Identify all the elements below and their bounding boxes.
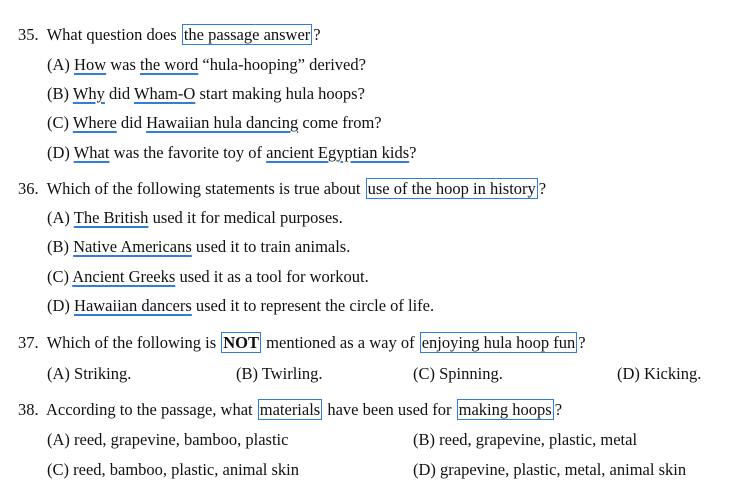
underlined-word: Hawaiian hula dancing [146, 113, 299, 132]
question-38-stem [18, 399, 562, 421]
stem-text: According to the passage, what [45, 400, 257, 419]
option-text: used it as a tool for workout. [175, 267, 369, 286]
option-35a [47, 54, 366, 76]
option-38c: (C) reed, bamboo, plastic, animal skin [47, 460, 300, 479]
option-text: “hula-hooping” derived? [198, 55, 366, 74]
stem-text: mentioned as a way of [262, 333, 419, 352]
stem-text: Which of the following is [46, 333, 221, 352]
question-35-stem [18, 24, 321, 46]
stem-text: Which of the following statements is true about [46, 179, 365, 198]
keyword-box: the passage answer [183, 25, 311, 44]
option-37c: (C) Spinning. [413, 364, 503, 383]
option-text: did [104, 84, 134, 103]
option-37b: (B) Twirling. [236, 364, 323, 383]
option-letter: (A) [47, 55, 70, 74]
underlined-word: What [73, 143, 110, 162]
underlined-word: the word [140, 55, 199, 74]
stem-text: What question does [46, 25, 181, 44]
stem-text: ? [554, 400, 563, 419]
option-35d [47, 142, 416, 164]
option-text: start making hula hoops? [195, 84, 365, 103]
option-letter: (A) [47, 208, 70, 227]
underlined-word: ancient Egyptian kids [266, 143, 410, 162]
question-36-stem [18, 178, 546, 200]
option-letter: (C) [47, 113, 69, 132]
underlined-word: The British [73, 208, 149, 227]
option-letter: (B) [47, 84, 69, 103]
option-36b [47, 236, 350, 258]
keyword-box: making hoops [458, 400, 552, 419]
stem-text: ? [538, 179, 547, 198]
option-37d: (D) Kicking. [617, 364, 702, 383]
question-37-stem [18, 332, 586, 354]
option-text: used it to train animals. [191, 237, 351, 256]
stem-text: ? [578, 333, 586, 352]
underlined-word: Native Americans [73, 237, 192, 256]
option-text: come from? [298, 113, 382, 132]
option-letter: (D) [47, 143, 70, 162]
option-text: was [106, 55, 141, 74]
question-number: 38. [18, 400, 39, 419]
stem-text: have been used for [323, 400, 456, 419]
option-text: did [116, 113, 147, 132]
option-38a: (A) reed, grapevine, bamboo, plastic [47, 430, 289, 449]
option-text: was the favorite toy of [109, 143, 267, 162]
option-36c [47, 266, 369, 288]
option-letter: (B) [47, 237, 69, 256]
underlined-word: How [74, 55, 107, 74]
option-35b [47, 83, 365, 105]
option-letter: (D) [47, 296, 70, 315]
option-35c [47, 112, 382, 134]
question-number: 36. [18, 179, 39, 198]
keyword-box-not: NOT [223, 333, 260, 352]
keyword-box: use of the hoop in history [367, 179, 536, 198]
question-number: 37. [18, 333, 39, 352]
option-text: used it to represent the circle of life. [191, 296, 435, 315]
underlined-word: Where [72, 113, 117, 132]
keyword-box: enjoying hula hoop fun [421, 333, 576, 352]
underlined-word: Wham-O [133, 84, 196, 103]
underlined-word: Ancient Greeks [72, 267, 176, 286]
keyword-box: materials [259, 400, 321, 419]
option-36d [47, 295, 434, 317]
question-number: 35. [18, 25, 39, 44]
option-36a [47, 207, 343, 229]
option-38b: (B) reed, grapevine, plastic, metal [413, 430, 638, 449]
option-text: ? [409, 143, 417, 162]
option-letter: (C) [47, 267, 69, 286]
option-text: used it for medical purposes. [148, 208, 343, 227]
option-38d: (D) grapevine, plastic, metal, animal skin [413, 460, 687, 479]
option-37a: (A) Striking. [47, 364, 132, 383]
stem-text: ? [313, 25, 321, 44]
underlined-word: Why [72, 84, 105, 103]
underlined-word: Hawaiian dancers [74, 296, 192, 315]
